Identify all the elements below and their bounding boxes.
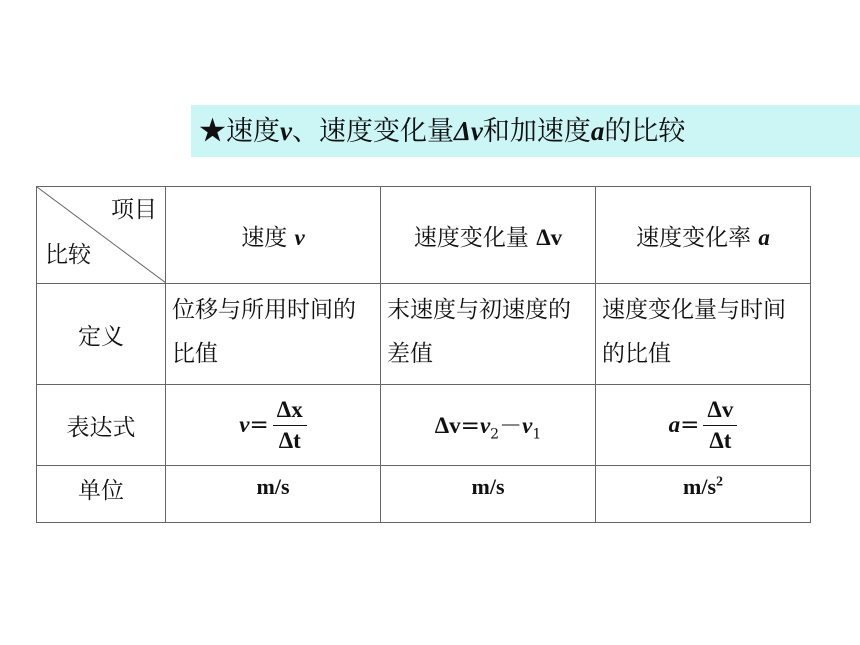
header-velocity-symbol: v — [294, 224, 305, 250]
title-text-speed: 速度 — [226, 116, 280, 147]
row-label-definition: 定义 — [37, 284, 166, 385]
header-velocity-rate — [596, 187, 811, 284]
formula-v-fraction — [273, 395, 307, 456]
header-row — [37, 187, 811, 284]
formula-dv-sub2: 1 — [532, 426, 542, 443]
formula-velocity-change — [381, 385, 596, 466]
formula-v-numerator: Δx — [273, 395, 307, 426]
formula-a-lhs: a — [668, 412, 681, 437]
title-text-accel: 和加速度 — [482, 116, 591, 147]
formula-a-fraction — [703, 395, 737, 456]
unit-velocity-change — [381, 466, 596, 523]
formula-dv-minus: － — [499, 413, 523, 440]
formula-dv-lhs: Δv — [434, 413, 461, 439]
unit-row — [37, 466, 811, 523]
header-velocity-rate-symbol: a — [758, 224, 770, 250]
section-title-banner — [191, 105, 860, 157]
row-label-formula: 表达式 — [37, 385, 166, 466]
title-text-change: 、速度变化量 — [291, 116, 454, 147]
formula-a-equals: = — [680, 412, 700, 438]
unit-velocity-change-text: m/s — [471, 474, 505, 499]
corner-label-item: 项目 — [111, 197, 157, 223]
comparison-table — [36, 186, 811, 523]
formula-v-lhs: v — [239, 412, 250, 437]
title-symbol-v: v — [280, 116, 292, 146]
formula-v-denominator: Δt — [278, 427, 301, 453]
formula-row — [37, 385, 811, 466]
unit-velocity — [166, 466, 381, 523]
definition-velocity-rate: 速度变化量与时间的比值 — [596, 284, 811, 385]
corner-cell — [37, 187, 166, 284]
header-velocity-change-text: 速度变化量 — [413, 224, 537, 251]
formula-a-numerator: Δv — [703, 395, 737, 426]
unit-acceleration-exponent: 2 — [716, 474, 723, 490]
definition-velocity: 位移与所用时间的比值 — [166, 284, 381, 385]
definition-velocity-change: 末速度与初速度的差值 — [381, 284, 596, 385]
title-symbol-a: a — [590, 116, 605, 146]
header-velocity-change — [381, 187, 596, 284]
formula-dv-equals: = — [460, 413, 480, 440]
formula-dv-sub1: 2 — [490, 426, 500, 443]
header-velocity-text: 速度 — [241, 224, 295, 251]
unit-acceleration — [596, 466, 811, 523]
formula-dv-term1: v — [479, 413, 491, 439]
unit-velocity-text: m/s — [256, 474, 290, 499]
header-velocity-change-symbol: Δv — [536, 224, 563, 250]
header-velocity — [166, 187, 381, 284]
formula-dv-term2: v — [522, 413, 533, 439]
row-label-unit: 单位 — [37, 466, 166, 523]
corner-label-compare: 比较 — [45, 242, 91, 268]
formula-v-equals: = — [249, 412, 269, 438]
formula-velocity — [166, 385, 381, 466]
title-symbol-dv: Δv — [453, 116, 483, 146]
unit-acceleration-text: m/s — [683, 474, 716, 499]
definition-row — [37, 284, 811, 385]
header-velocity-rate-text: 速度变化率 — [636, 224, 759, 251]
star-icon: ★ — [199, 116, 226, 147]
formula-a-denominator: Δt — [709, 427, 732, 453]
formula-acceleration — [596, 385, 811, 466]
title-text-compare: 的比较 — [604, 116, 686, 147]
